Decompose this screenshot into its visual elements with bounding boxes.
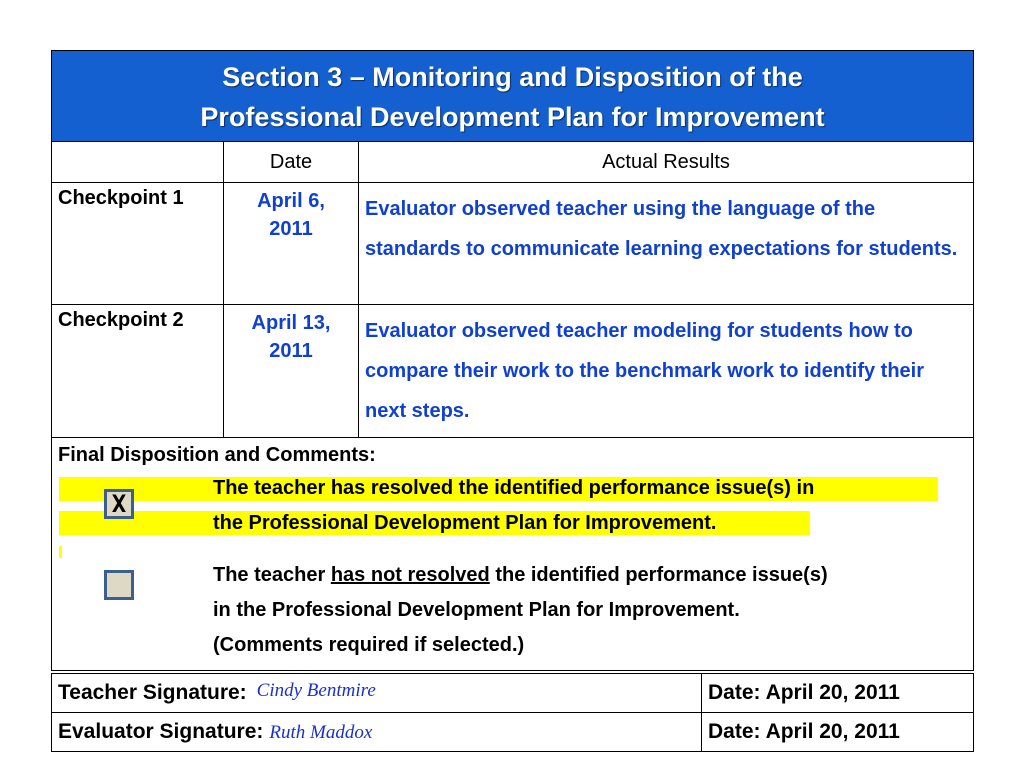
disposition-table — [51, 50, 974, 671]
evaluator-signature-cell — [52, 713, 702, 752]
signature-table — [51, 673, 974, 752]
final-disposition-label: Final Disposition and Comments: — [58, 444, 376, 466]
not-resolved-prefix: The teacher — [213, 564, 331, 586]
not-resolved-underlined: has not resolved — [330, 564, 490, 586]
header-actual-results: Actual Results — [359, 142, 974, 183]
evaluator-signature-label: Evaluator Signature: — [58, 720, 264, 743]
checkpoint-2-label: Checkpoint 2 — [52, 305, 224, 438]
not-resolved-checkbox[interactable] — [104, 570, 134, 600]
checkpoint-1-date — [224, 183, 359, 305]
resolved-line1: The teacher has resolved the identified performance issue(s) in — [213, 477, 815, 499]
not-resolved-line1 — [213, 558, 828, 593]
checkpoint-1-label: Checkpoint 1 — [52, 183, 224, 305]
teacher-date: Date: April 20, 2011 — [702, 674, 974, 713]
teacher-signature-label: Teacher Signature: — [58, 681, 247, 704]
resolved-option-text — [213, 471, 814, 541]
checkpoint-1-date-line1: April 6, — [257, 190, 325, 212]
not-resolved-option-text — [213, 558, 828, 663]
check-x-icon: X — [111, 490, 127, 518]
not-resolved-line2: in the Professional Development Plan for Improvement. — [213, 599, 740, 621]
header-empty-cell — [52, 142, 224, 183]
evaluator-signature: Ruth Maddox — [269, 722, 373, 743]
checkpoint-2-date-line2: 2011 — [269, 340, 313, 362]
checkpoint-2-date — [224, 305, 359, 438]
section-title-line1: Section 3 – Monitoring and Disposition of the — [222, 62, 803, 92]
not-resolved-suffix: the identified performance issue(s) — [489, 564, 828, 586]
header-date: Date — [224, 142, 359, 183]
teacher-signature-row — [52, 674, 974, 713]
section-title — [52, 51, 974, 142]
teacher-signature-cell — [52, 674, 702, 713]
section-title-line2: Professional Development Plan for Improvement — [200, 102, 825, 132]
teacher-signature: Cindy Bentmire — [256, 680, 376, 701]
evaluator-signature-row — [52, 713, 974, 752]
checkpoint-1-date-line2: 2011 — [269, 218, 313, 240]
highlight-mark — [59, 546, 62, 558]
checkpoint-1-result: Evaluator observed teacher using the language of the standards to communicate learning expectations for students. — [359, 183, 974, 305]
resolved-line2: the Professional Development Plan for Improvement. — [213, 512, 717, 534]
checkpoint-row-1 — [52, 183, 974, 305]
resolved-checkbox[interactable] — [104, 489, 134, 519]
final-disposition-cell — [52, 438, 974, 671]
evaluator-date: Date: April 20, 2011 — [702, 713, 974, 752]
checkpoint-row-2 — [52, 305, 974, 438]
checkpoint-2-date-line1: April 13, — [251, 312, 331, 334]
checkpoint-2-result: Evaluator observed teacher modeling for students how to compare their work to the benchmark work to identify their next steps. — [359, 305, 974, 438]
not-resolved-line3: (Comments required if selected.) — [213, 634, 525, 656]
